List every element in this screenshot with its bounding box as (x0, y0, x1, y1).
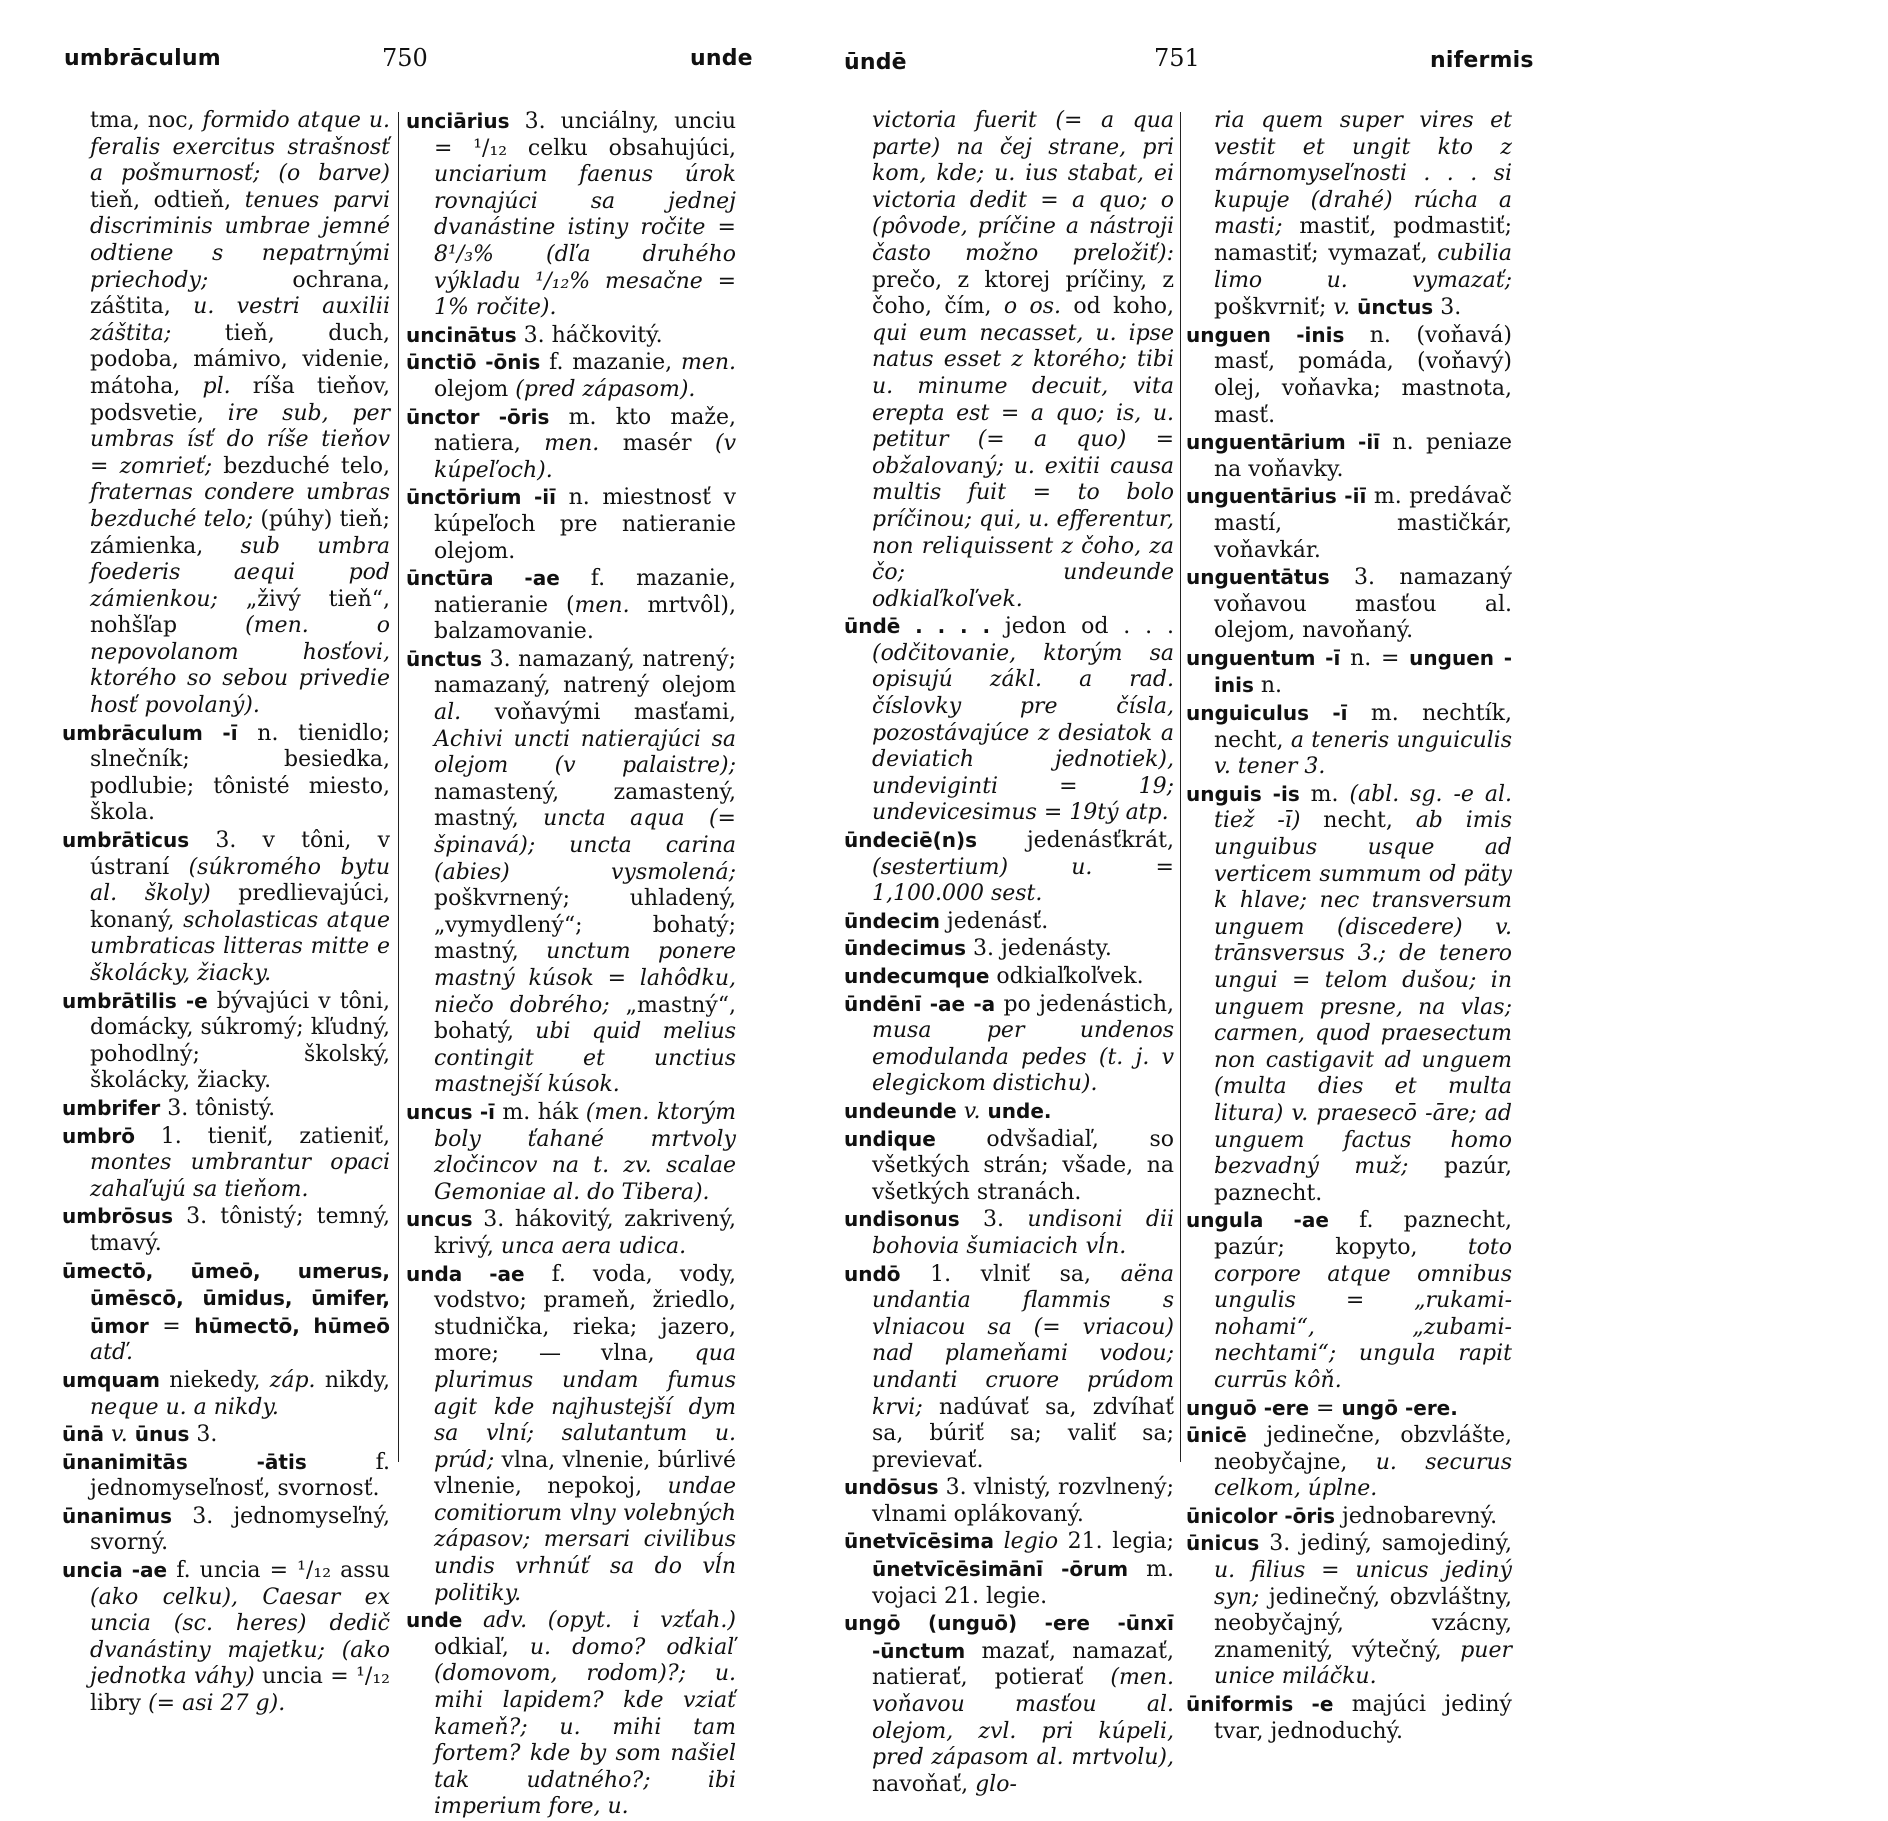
entry-text: tma, noc, (90, 108, 203, 133)
dictionary-entry (406, 1607, 736, 1821)
entry-text: n. = (1340, 645, 1410, 671)
entry-italic-text: (pred zápasom). (515, 376, 696, 402)
entry-headword: ungō -ere. (1341, 1395, 1458, 1420)
entry-headword: ūnctus (406, 646, 483, 671)
entry-text: f. paznecht, pazúr; kopyto, (1214, 1208, 1512, 1260)
entry-text (462, 1608, 483, 1633)
dictionary-entry (1186, 322, 1512, 429)
entry-italic-text: (= asi 27 g). (148, 1691, 286, 1717)
entry-headword: undique (844, 1126, 936, 1151)
entry-italic-text: musa per undenos emodulanda pedes (t. j. v elegickom distichu). (872, 1018, 1174, 1097)
entry-text: po jedenástich, (995, 991, 1174, 1017)
dictionary-entry (1186, 1691, 1512, 1745)
right-guide-word-start: ūndē (844, 50, 907, 75)
entry-text: od koho, (1061, 294, 1174, 320)
entry-headword: undisonus (844, 1207, 960, 1232)
entry-italic-text: atď. (90, 1340, 134, 1366)
dictionary-entry (406, 646, 736, 1099)
entry-text: = (148, 1313, 195, 1339)
dictionary-entry (406, 322, 736, 350)
entry-headword: umquam (62, 1367, 160, 1392)
entry-text: olejom (434, 376, 516, 402)
dictionary-entry (62, 1421, 390, 1449)
entry-headword: ūndēnī -ae -a (844, 991, 996, 1016)
entry-text: majúci jediný tvar, jednoduchý. (1214, 1692, 1512, 1744)
entry-headword: undō (844, 1261, 901, 1286)
entry-text: ríša tieňov, podsvetie, (90, 373, 390, 426)
entry-italic-text: sub umbra foederis aequi pod zámienkou; (90, 533, 390, 612)
entry-text: „živý tieň“, nohšľap (90, 586, 390, 639)
dictionary-entry (62, 1095, 390, 1123)
entry-headword: ūniformis -e (1186, 1692, 1334, 1717)
entry-italic-text: a teneris unguiculis v. tener 3. (1214, 727, 1512, 780)
entry-text: 3. v tôni, v ústraní (90, 828, 390, 880)
entry-headword: ūnctiō -ōnis (406, 350, 541, 375)
entry-headword: unguentārius -iī (1186, 484, 1367, 509)
entry-continuation (62, 108, 390, 720)
entry-text: mrtvôl), balzamovanie. (434, 592, 736, 645)
dictionary-entry (62, 827, 390, 988)
entry-text: jedinečne, obzvlášte, neobyčajne, (1214, 1423, 1512, 1475)
entry-headword: undecumque (844, 964, 990, 988)
entry-text: odkiaľkoľvek. (989, 964, 1144, 989)
entry-text: 3. jedenásty. (966, 936, 1112, 962)
entry-text (128, 1422, 135, 1447)
entry-text: 3. (959, 1207, 1028, 1233)
entry-italic-text: glo- (975, 1771, 1017, 1797)
entry-text: jedon od . . . (990, 614, 1174, 640)
dictionary-entry (1186, 564, 1512, 645)
entry-italic-text: neque u. a nikdy. (90, 1394, 279, 1420)
entry-italic-text: men. (574, 592, 630, 618)
entry-headword: unda -ae (406, 1261, 525, 1286)
entry-text: = (1309, 1395, 1342, 1421)
entry-text (994, 1529, 1004, 1554)
entry-italic-text: montes umbrantur opaci zahaľujú sa tieňom. (90, 1150, 390, 1202)
dictionary-entry (1186, 1503, 1512, 1531)
entry-italic-text: (ako celku), Caesar ex uncia (sc. heres) dedič dvanástiny majetku; (ako jednotka váhy) (90, 1584, 390, 1690)
entry-headword: ūnā (62, 1422, 104, 1447)
entry-italic-text: u. domo? odkiaľ (domovom, rodom)?; u. mihi lapidem? kde vziať kameň?; u. mihi tam fortem? kde by som našiel tak udatného?; ibi imperium fore, u. (434, 1634, 736, 1820)
entry-text: pazúr, paznecht. (1214, 1154, 1512, 1206)
entry-headword: ūnanimus (62, 1503, 173, 1528)
right-column-divider (1180, 112, 1181, 1462)
entry-italic-text: unciarium faenus úrok rovnajúci sa jednej dvanástine istiny ročite = 8¹/₃% (dľa druhého výkladu ¹/₁₂% mesačne = 1% ročite). (434, 162, 736, 321)
entry-text: mazať, namazať, natierať, potierať (872, 1638, 1174, 1691)
entry-text: 21. legia; (1058, 1529, 1174, 1555)
entry-headword: umbrō (62, 1123, 135, 1148)
entry-headword: umbrifer (62, 1095, 161, 1120)
entry-headword: umbrāticus (62, 828, 190, 853)
entry-headword: unde. (987, 1098, 1052, 1123)
entry-italic-text: ria quem super vires et vestit et ungit kto z márnomyseľnosti . . . si kupuje (drahé) rúcha a masti; (1214, 108, 1512, 240)
entry-italic-text: v. (1333, 295, 1351, 321)
entry-text: n. tienidlo; slnečník; besiedka, podlubie; tônisté miesto, škola. (90, 720, 390, 826)
left-guide-word-end: unde (690, 46, 753, 71)
dictionary-entry (844, 963, 1174, 991)
entry-headword: ūnctōrium -iī (406, 485, 557, 510)
entry-text: vlna, vlnenie, búrlivé vlnenie, nepokoj, (434, 1447, 736, 1500)
entry-text: 3. hákovitý, zakrivený, krivý, (434, 1207, 736, 1259)
entry-headword: ungula -ae (1186, 1208, 1329, 1233)
dictionary-entry (406, 108, 736, 322)
dictionary-entry (844, 1474, 1174, 1528)
dictionary-entry (844, 613, 1174, 827)
entry-text: navoňať, (872, 1771, 976, 1797)
entry-italic-text: u. vestri auxilii záštita; (90, 294, 390, 346)
entry-text: prečo, z ktorej príčiny, z čoho, čím, (872, 267, 1174, 320)
entry-headword: ungō (unguō) -ere -ūnxī -ūnctum (844, 1611, 1174, 1663)
entry-headword: undeunde (844, 1098, 957, 1123)
entry-text: m. predávač mastí, mastičkár, voňavkár. (1214, 484, 1512, 563)
entry-italic-text: toto corpore atque omnibus ungulis = „rukami-nohami“, „zubami-nechtami“; ungula rapit currūs kôň. (1214, 1234, 1512, 1393)
entry-headword: uncus -ī (406, 1099, 496, 1124)
dictionary-entry (1186, 1395, 1512, 1423)
entry-headword: ūnus (134, 1422, 190, 1447)
entry-text (981, 1099, 988, 1124)
dictionary-entry (62, 1367, 390, 1421)
entry-italic-text: o os. (1003, 294, 1061, 320)
left-page-column-2 (406, 108, 736, 1821)
entry-text (957, 1099, 964, 1124)
entry-italic-text: legio (1003, 1529, 1059, 1555)
entry-italic-text: unca aera udica. (500, 1233, 687, 1259)
entry-text: jedenásťkrát, (977, 828, 1174, 854)
entry-text: voňavými masťami, (461, 700, 736, 726)
entry-headword: unguiculus -ī (1186, 701, 1348, 726)
entry-headword: uncinātus (406, 322, 517, 347)
entry-headword: ūnctor -ōris (406, 404, 550, 429)
entry-text: 3. jednomyseľný, svorný. (90, 1503, 390, 1556)
entry-text: m. nechtík, necht, (1214, 701, 1512, 753)
entry-italic-text: undisoni dii bohovia šumiacich vĺn. (872, 1207, 1174, 1259)
entry-text: 3. namazaný, natrený; namazaný, natrený olejom (434, 646, 736, 699)
entry-text: „mastný“, bohatý, (434, 992, 736, 1045)
entry-italic-text: Achivi uncti natierajúci sa olejom (v palaistre); (434, 726, 736, 779)
entry-italic-text: cubilia limo u. vymazať; (1214, 240, 1512, 293)
entry-text: masér (599, 431, 715, 457)
entry-italic-text: men. (544, 431, 600, 457)
entry-headword: unde (406, 1608, 463, 1633)
entry-headword: unguentātus (1186, 565, 1330, 590)
entry-italic-text: scholasticas atque umbraticas litteras mitte e školácky, žiacky. (90, 907, 390, 986)
dictionary-entry (1186, 700, 1512, 781)
dictionary-entry (406, 404, 736, 485)
entry-text: m. vojaci 21. legie. (872, 1557, 1174, 1609)
entry-headword: uncia -ae (62, 1558, 168, 1583)
entry-italic-text: men. (680, 350, 736, 376)
dictionary-entry (62, 1123, 390, 1204)
entry-headword: hūmectō, hūmeō (194, 1313, 391, 1338)
entry-text: jedenásť. (939, 908, 1049, 934)
entry-text: m. hák (495, 1099, 586, 1125)
left-page-column-1 (62, 108, 390, 1718)
entry-headword: ūnetvīcēsimānī -ōrum (872, 1557, 1129, 1582)
dictionary-entry (844, 1098, 1174, 1126)
entry-text: odvšadiaľ, so všetkých strán; všade, na všetkých stranách. (872, 1126, 1174, 1205)
right-page-header (844, 40, 1888, 80)
entry-italic-text: (sestertium) u. = 1,100.000 sest. (872, 854, 1174, 907)
entry-italic-text: undae comitiorum vlny volebných zápasov; mersari civilibus undis vrhnúť sa do vĺn politiky. (434, 1474, 736, 1606)
entry-text: f. mazanie, (540, 350, 681, 376)
entry-text: 3. jediný, samojediný, (1259, 1531, 1512, 1557)
entry-text: jedinečný, obzvláštny, neobyčajný, vzácny, znamenitý, výtečný, (1214, 1584, 1512, 1663)
entry-text: 3. tônistý. (160, 1095, 276, 1121)
entry-headword: unguen -inis (1214, 645, 1512, 698)
entry-text: 3. (189, 1422, 218, 1448)
right-page-number: 751 (1154, 44, 1200, 72)
entry-headword: unguen -inis (1186, 322, 1345, 347)
entry-text: 3. (1433, 295, 1462, 321)
entry-text: bezduché telo, (212, 453, 390, 479)
entry-italic-text: ab imis unguibus usque ad verticem summum od päty k hlave; nec transversum unguem (discedere) v. trānsversus 3.; de tenero ungui = telom dušou; in unguem presne, na vlas; carmen, quod praesectum non castigavit ad unguem (multa dies et multa litura) v. praesecō -āre; ad unguem factus homo bezvadný muž; (1214, 808, 1512, 1180)
entry-italic-text: uncta aqua (= špinavá); uncta carina (abies) vysmolená; (434, 806, 736, 885)
left-page-header (0, 40, 944, 80)
entry-text: 3. vlnistý, rozvlnený; vlnami oplákovaný. (872, 1475, 1174, 1527)
right-page (844, 0, 1888, 1797)
entry-text: f. uncia = ¹/₁₂ assu (167, 1558, 390, 1584)
entry-text: (púhy) tieň; zámienka, (90, 506, 390, 559)
dictionary-entry (62, 1449, 390, 1503)
entry-text: jednobarevný. (1335, 1503, 1498, 1529)
entry-text: odkiaľ, (434, 1634, 530, 1660)
dictionary-entry (1186, 1422, 1512, 1503)
entry-text: 3. unciálny, unciu = ¹/₁₂ celku obsahujúci, (434, 109, 736, 161)
entry-italic-text: tenues parvi discriminis umbrae jemné odtiene s nepatrnými priechody; (90, 187, 390, 293)
dictionary-entry (844, 1610, 1174, 1798)
dictionary-entry (844, 1126, 1174, 1207)
entry-text: 1. vlniť sa, (900, 1261, 1121, 1287)
left-page-number: 750 (382, 44, 428, 72)
entry-text: ochrana, záštita, (90, 267, 390, 320)
entry-headword: uncus (406, 1207, 473, 1232)
dictionary-entry (844, 1206, 1174, 1260)
entry-italic-text: fraternas condere umbras bezduché telo; (90, 480, 390, 532)
right-guide-word-end: nifermis (1430, 48, 1534, 73)
dictionary-entry (62, 1203, 390, 1257)
entry-headword: ūnanimitās -ātis (62, 1449, 307, 1474)
entry-continuation (1186, 108, 1512, 322)
entry-text: poškvrniť; (1214, 295, 1334, 321)
left-column-divider (398, 112, 399, 1462)
entry-italic-text: (odčitovanie, ktorým sa opisujú zákl. a rad. číslovky pre čísla, pozostávajúce z desiatok a deviatich jednotiek), undeviginti = 19; undevicesimus = 19tý atp. (872, 640, 1174, 826)
dictionary-entry (406, 1206, 736, 1260)
dictionary-entry (62, 1557, 390, 1718)
entry-italic-text: qua plurimus undam fumus agit kde najhustejší dym sa vlní; salutantum u. prúd; (434, 1341, 736, 1473)
entry-italic-text: aëna undantia flammis s vlniacou sa (= vriacou) nad plameňami vodou; undanti cruore prúdom krvi; (872, 1261, 1174, 1420)
entry-headword: ūndeciē(n)s (844, 828, 978, 853)
entry-text: f. jednomyseľnosť, svornosť. (90, 1449, 390, 1502)
entry-text: 3. tônistý; temný, tmavý. (90, 1204, 390, 1256)
left-guide-word-start: umbrāculum (64, 46, 221, 71)
dictionary-entry (406, 484, 736, 565)
entry-headword: umbrōsus (62, 1204, 174, 1229)
entry-text: f. voda, vody, vodstvo; prameň, žriedlo, studnička, rieka; jazero, more; — vlna, (434, 1261, 736, 1367)
entry-headword: unguentārium -iī (1186, 430, 1381, 455)
entry-headword: undōsus (844, 1475, 939, 1500)
entry-headword: ūnetvīcēsima (844, 1529, 995, 1554)
dictionary-entry (1186, 483, 1512, 564)
entry-italic-text: (v kúpeľoch). (434, 431, 736, 483)
dictionary-entry (1186, 1207, 1512, 1394)
entry-text: predlievajúci, konaný, (90, 881, 390, 933)
entry-text: mastiť, podmastiť; namastiť; vymazať, (1214, 214, 1512, 266)
dictionary-entry (406, 1261, 736, 1608)
entry-headword: ūnicus (1186, 1531, 1260, 1556)
entry-text: n. miestnosť v kúpeľoch pre natieranie olejom. (434, 485, 736, 564)
entry-text: poškvrnený; uhladený, „vymydlený“; bohatý; mastný, (434, 886, 736, 965)
entry-italic-text: záp. (269, 1367, 316, 1393)
dictionary-entry (844, 827, 1174, 908)
entry-italic-text: u. securus celkom, úplne. (1214, 1449, 1512, 1502)
entry-headword: unguis -is (1186, 781, 1300, 806)
entry-italic-text: ire sub, per umbras ísť do ríše tieňov = zomrieť; (90, 400, 390, 479)
entry-italic-text: (men. ktorým boly ťahané mrtvoly zločincov na t. zv. scalae Gemoniae al. do Tibera). (434, 1099, 736, 1205)
entry-text: tieň, duch, podoba, mámivo, videnie, mátoha, (90, 320, 390, 399)
entry-headword: unguentum -ī (1186, 645, 1341, 670)
entry-text: f. mazanie, natieranie ( (434, 566, 736, 618)
entry-italic-text: victoria fuerit (= a qua parte) na čej strane, pri kom, kde; u. ius stabat, ei victoria dedit = a quo; o (pôvode, príčine a nástroji často možno preložiť): (872, 108, 1174, 266)
entry-headword: ūndē . . . . (844, 614, 991, 639)
entry-text: m. (1299, 781, 1350, 807)
dictionary-entry (1186, 429, 1512, 483)
entry-text: m. kto maže, natiera, (434, 404, 736, 457)
entry-text: tieň, odtieň, (90, 187, 245, 213)
dictionary-entry (1186, 781, 1512, 1208)
entry-text: 3. háčkovitý. (516, 322, 663, 348)
entry-text: n. (1253, 673, 1283, 699)
entry-continuation (844, 108, 1174, 613)
entry-headword: ūnicolor -ōris (1186, 1503, 1336, 1528)
dictionary-entry (844, 1528, 1174, 1610)
entry-italic-text: adv. (opyt. i vzťah.) (483, 1608, 737, 1634)
entry-text: uncia = ¹/₁₂ libry (90, 1664, 390, 1717)
entry-headword: ūndecim (844, 908, 940, 933)
dictionary-entry (62, 1503, 390, 1557)
entry-text: niekedy, (159, 1367, 270, 1393)
entry-italic-text: u. filius = unicus jediný syn; (1214, 1558, 1512, 1610)
entry-headword: ūndecimus (844, 936, 967, 961)
entry-headword: umbrātilis -e (62, 988, 208, 1013)
entry-text: bývajúci v tôni, domácky, súkromý; kľudný, pohodlný; školský, školácky, žiacky. (90, 988, 390, 1094)
dictionary-entry (62, 988, 390, 1095)
entry-italic-text: formido atque u. feralis exercitus strašnosť a pošmurnosť; (o barve) (90, 108, 390, 187)
dictionary-entry (62, 1258, 390, 1367)
entry-headword: ūnicē (1186, 1423, 1247, 1448)
entry-headword: ūnctūra -ae (406, 566, 560, 591)
dictionary-entry (844, 935, 1174, 963)
entry-italic-text: puer unice miláčku. (1214, 1637, 1512, 1690)
dictionary-entry (406, 349, 736, 403)
entry-italic-text: v. (963, 1098, 981, 1124)
dictionary-entry (844, 1261, 1174, 1475)
entry-text: n. (voňavá) masť, pomáda, (voňavý) olej, voňavka; mastnota, masť. (1214, 322, 1512, 428)
entry-italic-text: al. (434, 700, 462, 726)
entry-text: necht, (1300, 808, 1416, 834)
entry-text: namastený, zamastený, mastný, (434, 779, 736, 832)
entry-text: 3. namazaný voňavou masťou al. olejom, navoňaný. (1214, 565, 1512, 644)
dictionary-entry (1186, 1530, 1512, 1691)
entry-italic-text: v. (110, 1422, 128, 1448)
dictionary-entry (844, 991, 1174, 1098)
entry-italic-text: (men. o nepovolanom hosťovi, ktorého so sebou privedie hosť povolaný). (90, 613, 390, 719)
entry-italic-text: (súkromého bytu al. školy) (90, 854, 390, 907)
dictionary-entry (406, 565, 736, 646)
entry-italic-text: pl. (202, 373, 231, 399)
entry-italic-text: ubi quid melius contingit et unctius mastnejší kúsok. (434, 1019, 736, 1098)
entry-italic-text: qui eum necasset, u. ipse natus esset z ktorého; tibi u. minume decuit, vita erepta est = a quo; is, u. petitur (= a quo) = obžalovaný; u. exitii causa multis fuit = to bolo príčinou; qui, u. efferentur, non reliquissent z čoho, za čo; undeunde odkiaľkoľvek. (872, 320, 1174, 612)
dictionary-entry (406, 1099, 736, 1206)
right-page-column-1 (844, 108, 1174, 1798)
entry-headword: unciārius (406, 109, 510, 133)
entry-text: 1. tieniť, zatieniť, (135, 1123, 390, 1149)
dictionary-entry (1186, 645, 1512, 700)
entry-italic-text: (men. voňavou masťou al. olejom, zvl. pri kúpeli, pred zápasom al. mrtvolu), (872, 1665, 1174, 1771)
entry-headword: ūmectō, ūmeō, umerus, ūmēscō, ūmidus, ūmifer, ūmor (62, 1258, 390, 1338)
entry-text: n. peniaze na voňavky. (1214, 430, 1512, 482)
entry-headword: umbrāculum -ī (62, 720, 238, 745)
entry-text (104, 1422, 111, 1447)
entry-italic-text: unctum ponere mastný kúsok = lahôdku, niečo dobrého; (434, 939, 736, 1018)
entry-italic-text: (abl. sg. -e al. tiež -ī) (1214, 781, 1512, 834)
entry-text: nadúvať sa, zdvíhať sa, búriť sa; valiť sa; previevať. (872, 1394, 1174, 1473)
entry-headword: ūnctus (1357, 295, 1434, 320)
entry-text: nikdy, (315, 1367, 390, 1393)
dictionary-entry (62, 720, 390, 827)
dictionary-entry (844, 908, 1174, 936)
entry-headword: unguō -ere (1186, 1395, 1310, 1420)
